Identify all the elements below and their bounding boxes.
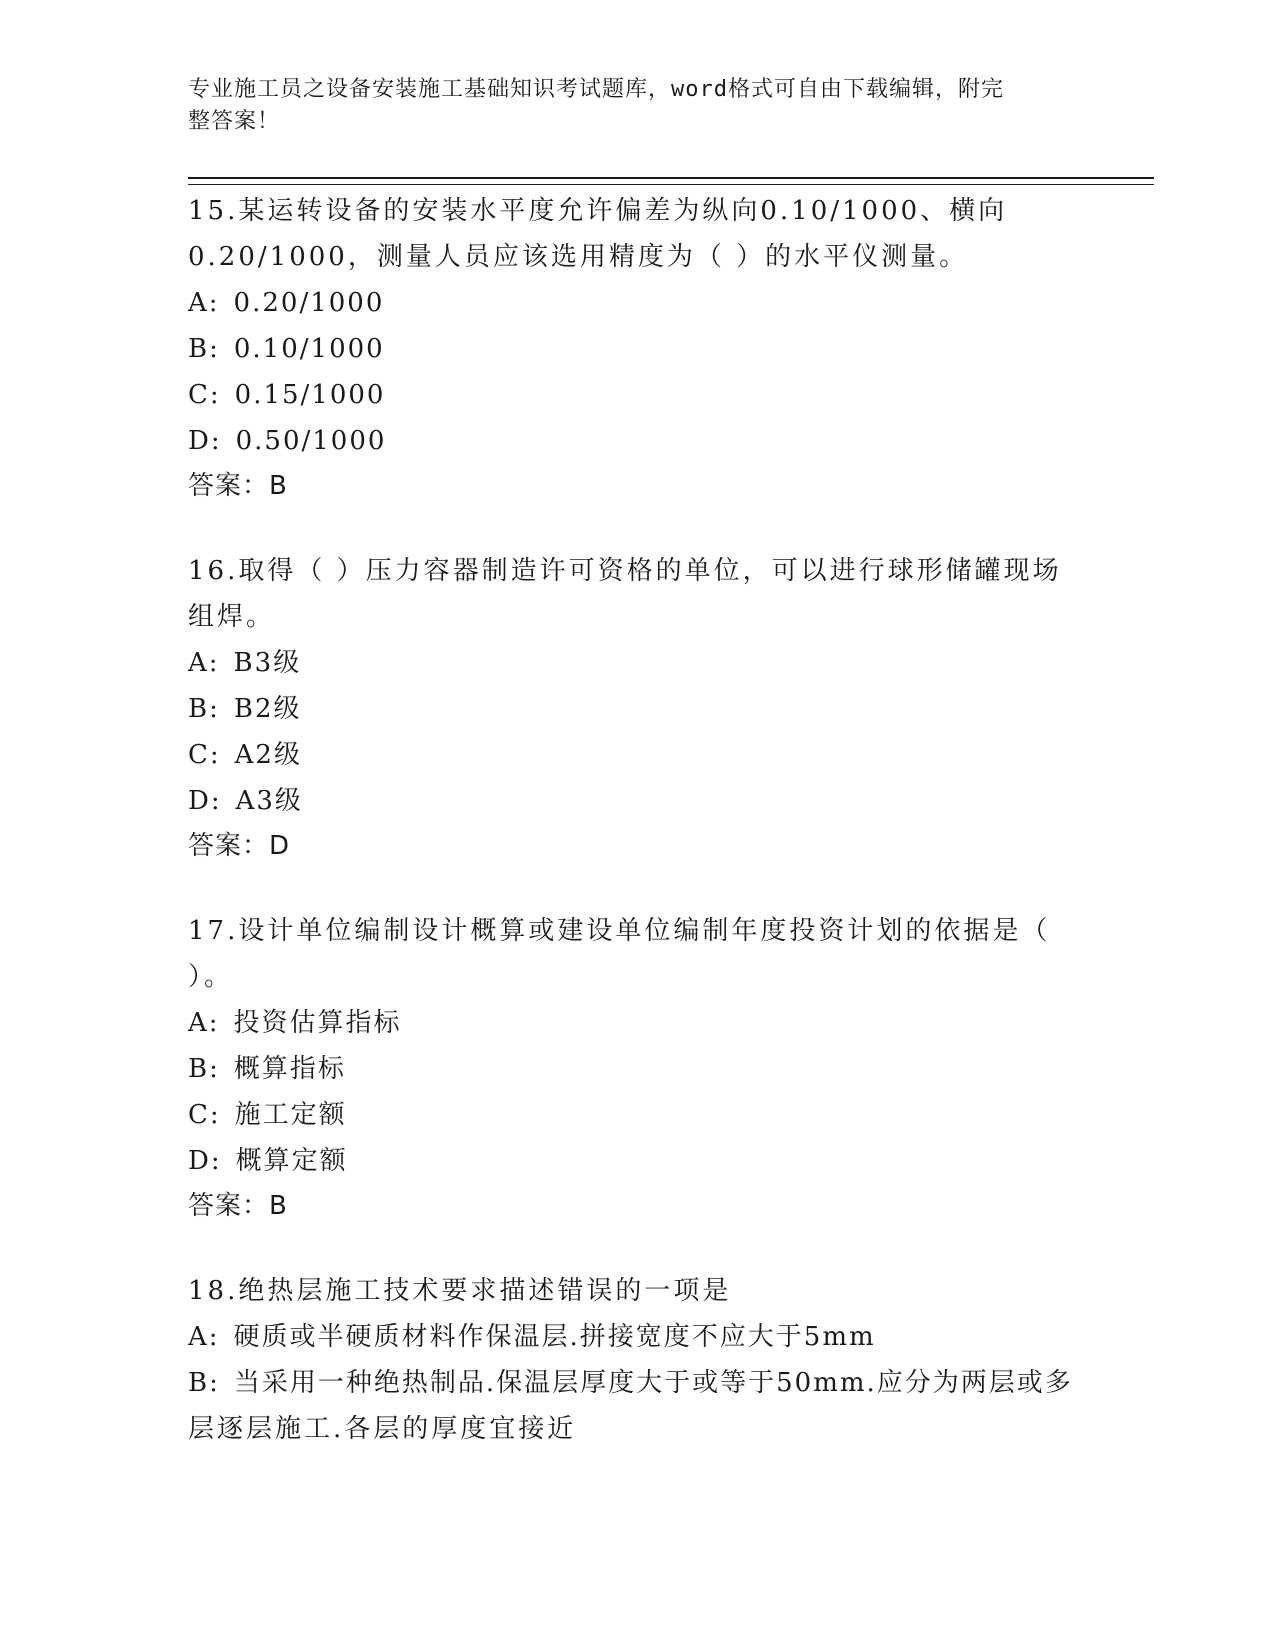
option-key: C: <box>188 380 221 410</box>
question-18 <box>188 1268 1088 1452</box>
option-a <box>188 1000 1088 1046</box>
option-key: C: <box>188 1100 221 1130</box>
answer-text: 答案：B <box>188 1191 288 1221</box>
question-text: 15.某运转设备的安装水平度允许偏差为纵向0.10/1000、横向 <box>188 196 1008 226</box>
option-key: B: <box>188 694 220 724</box>
header-divider-thick <box>188 177 1154 179</box>
option-text: 0.10/1000 <box>233 334 385 364</box>
option-text: A3级 <box>235 786 303 816</box>
option-key: D: <box>188 1146 222 1176</box>
option-text: 0.50/1000 <box>235 426 387 456</box>
option-d <box>188 1138 1088 1184</box>
question-15 <box>188 188 1088 508</box>
option-b <box>188 686 1088 732</box>
option-text: B3级 <box>233 648 302 678</box>
option-key: A: <box>188 288 220 318</box>
option-key: A: <box>188 1322 220 1352</box>
document-header <box>188 74 1068 138</box>
option-text: 概算指标 <box>233 1054 346 1084</box>
option-text: 当采用一种绝热制品.保温层厚度大于或等于50mm.应分为两层或多 <box>233 1368 1073 1398</box>
option-a <box>188 1314 1088 1360</box>
option-key: B: <box>188 334 220 364</box>
option-a <box>188 280 1088 326</box>
question-text: ）。 <box>188 962 234 992</box>
option-key: D: <box>188 426 222 456</box>
option-key: C: <box>188 740 221 770</box>
question-text: 0.20/1000，测量人员应该选用精度为（ ）的水平仪测量。 <box>188 242 969 272</box>
option-c <box>188 1092 1088 1138</box>
option-key: B: <box>188 1054 220 1084</box>
option-text: 硬质或半硬质材料作保温层.拼接宽度不应大于5mm <box>233 1322 876 1352</box>
option-key: B: <box>188 1368 220 1398</box>
option-b <box>188 326 1088 372</box>
option-text: B2级 <box>233 694 302 724</box>
option-a <box>188 640 1088 686</box>
option-c <box>188 372 1088 418</box>
header-line-2: 整答案！ <box>188 109 281 134</box>
option-text: A2级 <box>234 740 302 770</box>
option-b <box>188 1360 1088 1406</box>
question-text: 16.取得（ ）压力容器制造许可资格的单位，可以进行球形储罐现场 <box>188 556 1062 586</box>
option-key: A: <box>188 1008 220 1038</box>
option-key: D: <box>188 786 222 816</box>
option-text: 投资估算指标 <box>233 1008 402 1038</box>
question-text: 17.设计单位编制设计概算或建设单位编制年度投资计划的依据是（ <box>188 916 1051 946</box>
question-text: 组焊。 <box>188 602 276 632</box>
option-text: 0.15/1000 <box>234 380 386 410</box>
option-text: 0.20/1000 <box>233 288 385 318</box>
answer-text: 答案：B <box>188 471 288 501</box>
question-text: 18.绝热层施工技术要求描述错误的一项是 <box>188 1276 732 1306</box>
question-17 <box>188 908 1088 1228</box>
option-c <box>188 732 1088 778</box>
option-continuation: 层逐层施工.各层的厚度宜接近 <box>188 1414 577 1444</box>
option-key: A: <box>188 648 220 678</box>
option-text: 施工定额 <box>234 1100 347 1130</box>
option-b <box>188 1046 1088 1092</box>
header-divider-thin <box>188 184 1154 185</box>
option-text: 概算定额 <box>235 1146 348 1176</box>
header-line-1: 专业施工员之设备安装施工基础知识考试题库，word格式可自由下载编辑，附完 <box>188 77 1004 102</box>
option-d <box>188 418 1088 464</box>
answer-text: 答案：D <box>188 831 291 861</box>
question-16 <box>188 548 1088 868</box>
question-list <box>188 188 1088 1492</box>
option-d <box>188 778 1088 824</box>
